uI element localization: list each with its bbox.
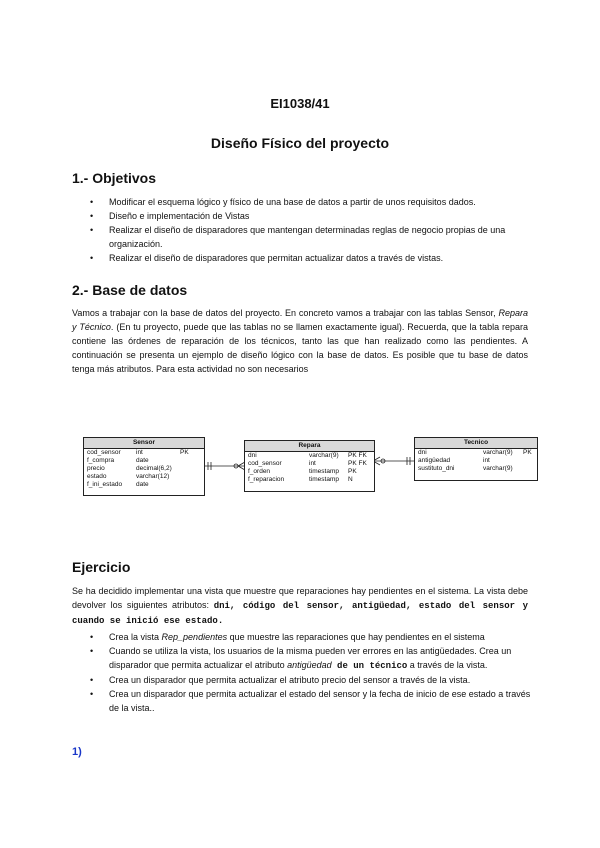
objectives-heading: 1.- Objetivos bbox=[72, 170, 157, 186]
table-row: sustituto_dni varchar(9) bbox=[418, 465, 513, 472]
database-heading: 2.- Base de datos bbox=[72, 282, 188, 298]
exercise-intro: Se ha decidido implementar una vista que muestre que reparaciones hay pendientes en el sistema. La vista debe devolver los siguientes atributos: dni, código del sensor, antigüedad, estado del sensor y cuando se inició ese estado. bbox=[72, 586, 528, 626]
answer-number: 1) bbox=[72, 746, 82, 758]
table-row: f_reparacion timestamp N bbox=[248, 476, 353, 483]
table-tecnico bbox=[414, 437, 538, 481]
list-item: • Diseño e implementación de Vistas bbox=[72, 209, 532, 223]
database-paragraph: Vamos a trabajar con la base de datos del proyecto. En concreto vamos a trabajar con las tablas Sensor, Repara y Técnico. (En tu proyecto, puede que las tablas no se llamen exactamente igual). Recuerda, que la tabla repara contiene las órdenes de reparación de los técnicos, tanto las que han realizado como las pendientes. A continuación se presenta un ejemplo de diseño lógico con la base de datos. Es posible que tu base de datos tenga más atributos. Para esta actividad no son necesarios bbox=[72, 308, 528, 374]
table-sensor-title: Sensor bbox=[84, 438, 204, 449]
list-item: • Realizar el diseño de disparadores que permitan actualizar datos a través de vistas. bbox=[72, 251, 532, 265]
table-row: f_compra date bbox=[87, 457, 149, 464]
list-item: • Realizar el diseño de disparadores que mantengan determinadas reglas de negocio propias de una organización. bbox=[72, 223, 532, 251]
table-row: precio decimal(6,2) bbox=[87, 465, 172, 472]
table-row: dni varchar(9) PK FK bbox=[248, 452, 367, 459]
table-row: f_ini_estado date bbox=[87, 481, 149, 488]
list-item: • Crea un disparador que permita actualizar el estado del sensor y la fecha de inicio de ese estado a través de la vista.. bbox=[72, 687, 532, 715]
table-tecnico-title: Tecnico bbox=[415, 438, 537, 449]
table-row: estado varchar(12) bbox=[87, 473, 170, 480]
table-row: cod_sensor int PK FK bbox=[248, 460, 367, 467]
table-row: dni varchar(9) PK bbox=[418, 449, 532, 456]
table-repara-title: Repara bbox=[245, 441, 374, 452]
list-item: • Cuando se utiliza la vista, los usuarios de la misma pueden ver errores en las antigüedades. Crea un disparador que permita actualizar el atributo antigüedad de un técnico a través de la vista. bbox=[72, 644, 532, 673]
table-row: f_orden timestamp PK bbox=[248, 468, 357, 475]
exercise-heading: Ejercicio bbox=[72, 559, 131, 575]
table-sensor bbox=[83, 437, 205, 496]
table-row: antigüedad int bbox=[418, 457, 490, 464]
document-title: Diseño Físico del proyecto bbox=[210, 135, 390, 151]
table-row: cod_sensor int PK bbox=[87, 449, 189, 456]
document-code: EI1038/41 bbox=[270, 96, 330, 111]
table-repara bbox=[244, 440, 375, 492]
list-item: • Crea un disparador que permita actualizar el atributo precio del sensor a través de la vista. bbox=[72, 673, 532, 687]
exercise-tasks-list bbox=[72, 630, 532, 715]
list-item: • Crea la vista Rep_pendientes que muestre las reparaciones que hay pendientes en el sistema bbox=[72, 630, 532, 644]
list-item: • Modificar el esquema lógico y físico de una base de datos a partir de unos requisitos dados. bbox=[72, 195, 532, 209]
